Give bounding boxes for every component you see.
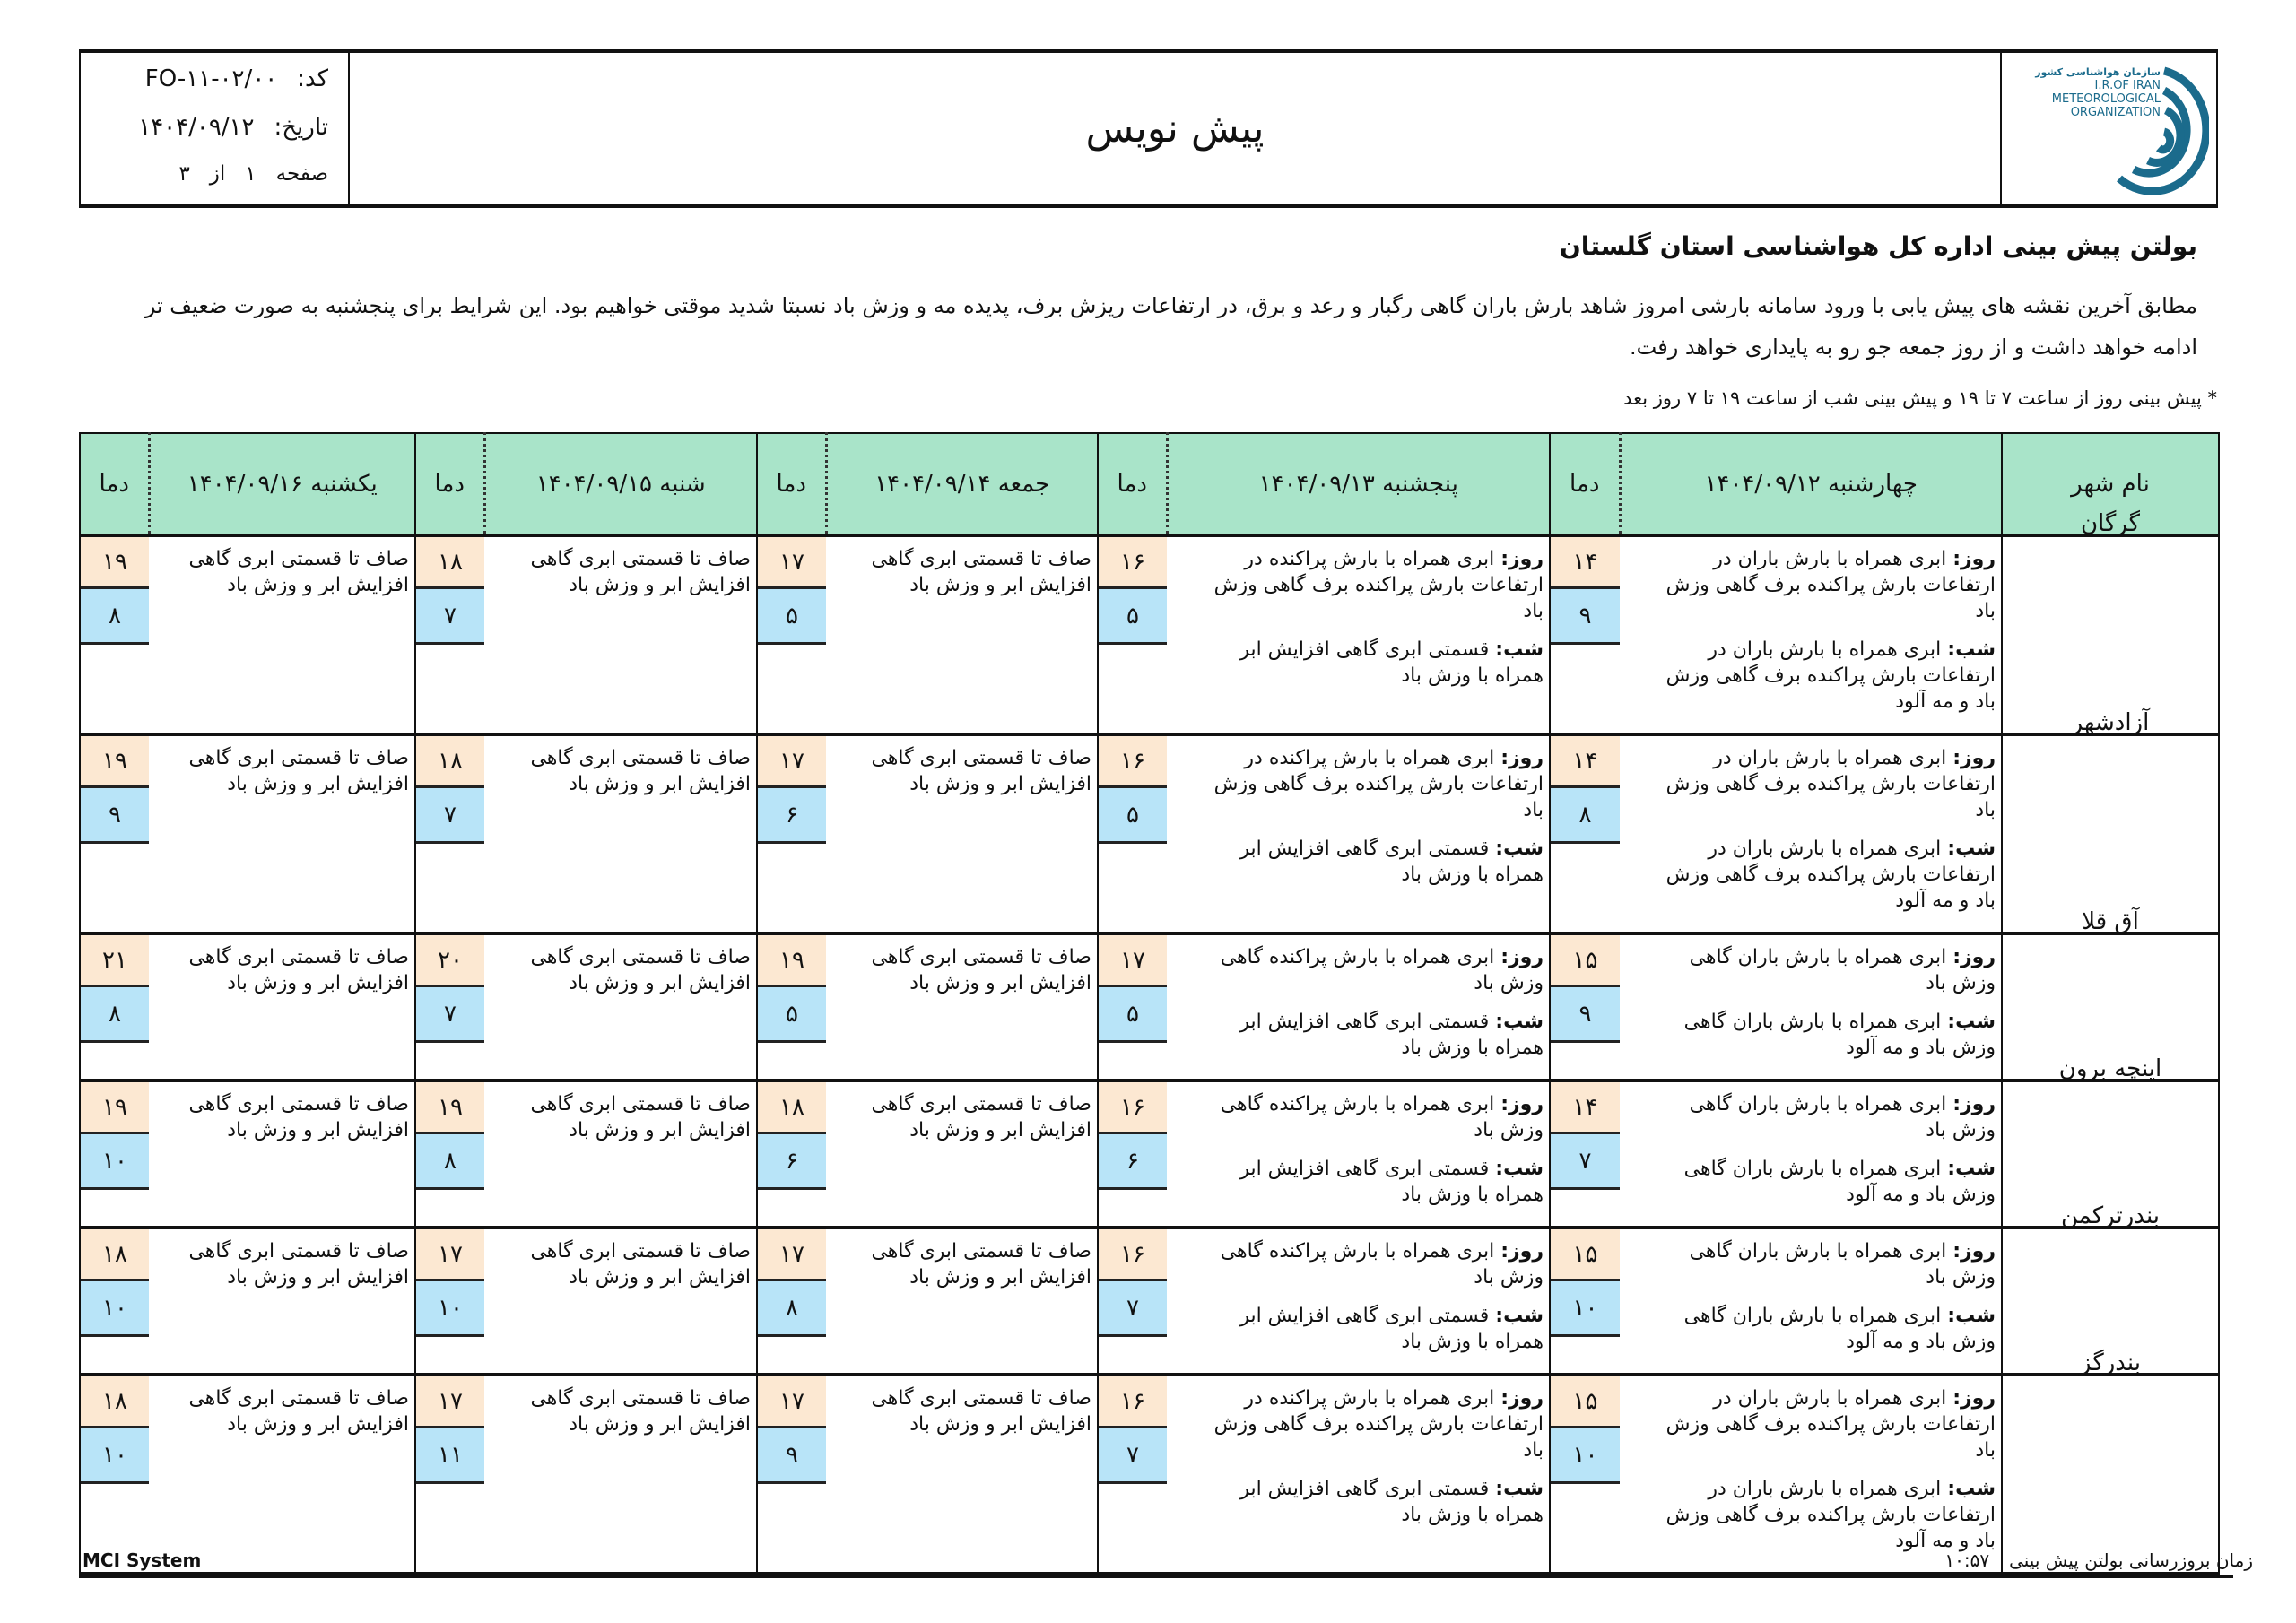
update-label: زمان بروزرسانی بولتن پیش بینی bbox=[2009, 1549, 2253, 1571]
temperature-column-header: دما bbox=[1550, 433, 1620, 535]
max-temperature: ۱۶ bbox=[1099, 736, 1167, 788]
night-forecast bbox=[1194, 836, 1544, 888]
temperature-cell bbox=[415, 1081, 484, 1228]
forecast-description-cell bbox=[1167, 1081, 1550, 1228]
day-forecast bbox=[1647, 944, 1996, 996]
page-total: ۳ bbox=[178, 162, 190, 186]
day-forecast-text: ابری همراه با بارش پراکنده در ارتفاعات بارش پراکنده برف گاهی وزش باد bbox=[1213, 548, 1544, 622]
temperature-cell bbox=[1550, 1375, 1620, 1574]
city-cell bbox=[2002, 510, 2219, 734]
min-temperature: ۱۰ bbox=[1551, 1281, 1620, 1337]
forecast-description-cell bbox=[149, 734, 415, 933]
min-temperature: ۷ bbox=[1099, 1428, 1167, 1484]
logo-text: سازمان هواشناسی کشور I.R.OF IRAN METEOROLOGICAL ORGANIZATION bbox=[2035, 66, 2161, 119]
night-label: شب: bbox=[1947, 1478, 1996, 1500]
day-column-header: پنجشنبه ۱۴۰۴/۰۹/۱۳ bbox=[1167, 433, 1550, 535]
day-forecast-text: ابری همراه با بارش پراکنده گاهی وزش باد bbox=[1220, 946, 1544, 994]
temperature-cell bbox=[757, 734, 826, 933]
min-temperature: ۱۰ bbox=[81, 1428, 149, 1484]
day-forecast-text: ابری همراه با بارش باران گاهی وزش باد bbox=[1689, 1240, 1996, 1289]
temperature-cell bbox=[80, 933, 149, 1081]
day-label: روز: bbox=[1500, 1240, 1544, 1263]
table-row bbox=[80, 734, 2219, 933]
min-temperature: ۸ bbox=[1551, 788, 1620, 844]
night-forecast-text: قسمتی ابری گاهی افزایش ابر همراه با وزش باد bbox=[1239, 1478, 1544, 1526]
day-column-header: جمعه ۱۴۰۴/۰۹/۱۴ bbox=[826, 433, 1098, 535]
max-temperature: ۱۹ bbox=[81, 736, 149, 788]
day-label: روز: bbox=[1952, 548, 1996, 570]
day-forecast-text: ابری همراه با بارش باران گاهی وزش باد bbox=[1689, 1093, 1996, 1141]
day-label: روز: bbox=[1500, 747, 1544, 769]
max-temperature: ۱۷ bbox=[758, 1229, 826, 1281]
forecast-text: صاف تا قسمتی ابری گاهی افزایش ابر و وزش باد bbox=[530, 747, 751, 795]
night-forecast-text: قسمتی ابری گاهی افزایش ابر همراه با وزش باد bbox=[1239, 1011, 1544, 1059]
min-temperature: ۸ bbox=[758, 1281, 826, 1337]
forecast-description-cell bbox=[149, 535, 415, 734]
min-temperature: ۷ bbox=[416, 788, 484, 844]
max-temperature: ۱۷ bbox=[758, 1376, 826, 1428]
temperature-cell bbox=[415, 535, 484, 734]
max-temperature: ۱۸ bbox=[81, 1376, 149, 1428]
temperature-cell bbox=[1550, 1081, 1620, 1228]
min-temperature: ۷ bbox=[1551, 1134, 1620, 1190]
bulletin-title: بولتن پیش بینی اداره کل هواشناسی استان گلستان bbox=[1559, 231, 2197, 261]
min-temperature: ۷ bbox=[1099, 1281, 1167, 1337]
max-temperature: ۱۹ bbox=[416, 1082, 484, 1134]
forecast-description-cell bbox=[1620, 1081, 2002, 1228]
max-temperature: ۱۷ bbox=[758, 537, 826, 589]
day-forecast-text: ابری همراه با بارش پراکنده گاهی وزش باد bbox=[1220, 1240, 1544, 1289]
day-label: روز: bbox=[1500, 1093, 1544, 1115]
max-temperature: ۱۸ bbox=[81, 1229, 149, 1281]
max-temperature: ۱۶ bbox=[1099, 1229, 1167, 1281]
forecast-text: صاف تا قسمتی ابری گاهی افزایش ابر و وزش باد bbox=[530, 1093, 751, 1141]
min-temperature: ۱۰ bbox=[1551, 1428, 1620, 1484]
day-forecast bbox=[1194, 745, 1544, 823]
day-forecast bbox=[1194, 546, 1544, 624]
forecast-description-cell bbox=[149, 933, 415, 1081]
forecast-description-cell bbox=[1620, 535, 2002, 734]
day-label: روز: bbox=[1500, 548, 1544, 570]
page-label: صفحه bbox=[275, 162, 328, 186]
temperature-column-header: دما bbox=[1098, 433, 1167, 535]
temperature-cell bbox=[1098, 1375, 1167, 1574]
forecast-description-cell bbox=[484, 933, 757, 1081]
temperature-cell bbox=[757, 933, 826, 1081]
max-temperature: ۱۴ bbox=[1551, 537, 1620, 589]
forecast-text: صاف تا قسمتی ابری گاهی افزایش ابر و وزش باد bbox=[188, 1093, 409, 1141]
forecast-description-cell bbox=[149, 1081, 415, 1228]
night-label: شب: bbox=[1495, 1011, 1544, 1033]
forecast-description-cell bbox=[1167, 1228, 1550, 1375]
page-row bbox=[178, 162, 328, 186]
night-label: شب: bbox=[1495, 638, 1544, 661]
day-column-header: چهارشنبه ۱۴۰۴/۰۹/۱۲ bbox=[1620, 433, 2002, 535]
temperature-column-header: دما bbox=[757, 433, 826, 535]
day-label: روز: bbox=[1500, 1387, 1544, 1410]
page-of: از bbox=[209, 162, 226, 186]
forecast-description-cell bbox=[826, 1228, 1098, 1375]
city-name: آزادشهر bbox=[2071, 709, 2150, 736]
day-forecast-text: ابری همراه با بارش باران در ارتفاعات بارش پراکنده برف گاهی وزش باد bbox=[1665, 548, 1996, 622]
forecast-description-cell bbox=[826, 535, 1098, 734]
min-temperature: ۹ bbox=[1551, 589, 1620, 645]
day-forecast-text: ابری همراه با بارش پراکنده گاهی وزش باد bbox=[1220, 1093, 1544, 1141]
night-label: شب: bbox=[1947, 1305, 1996, 1327]
forecast-description-cell bbox=[149, 1375, 415, 1574]
min-temperature: ۸ bbox=[81, 987, 149, 1043]
forecast-description-cell bbox=[1167, 1375, 1550, 1574]
forecast-description-cell bbox=[1620, 1228, 2002, 1375]
update-time-info bbox=[1944, 1549, 2253, 1571]
day-forecast-text: ابری همراه با بارش پراکنده در ارتفاعات بارش پراکنده برف گاهی وزش باد bbox=[1213, 1387, 1544, 1462]
forecast-description-cell bbox=[1620, 1375, 2002, 1574]
forecast-description-cell bbox=[484, 535, 757, 734]
forecast-text: صاف تا قسمتی ابری گاهی افزایش ابر و وزش باد bbox=[871, 1240, 1091, 1289]
max-temperature: ۲۰ bbox=[416, 935, 484, 987]
night-forecast bbox=[1194, 637, 1544, 689]
night-forecast-text: ابری همراه با بارش باران در ارتفاعات بارش پراکنده برف گاهی وزش باد و مه آلود bbox=[1665, 1478, 1996, 1552]
city-column-header: نام شهر bbox=[2002, 433, 2219, 535]
min-temperature: ۶ bbox=[758, 788, 826, 844]
date-row bbox=[138, 114, 328, 141]
min-temperature: ۷ bbox=[416, 589, 484, 645]
day-forecast-text: ابری همراه با بارش باران در ارتفاعات بارش پراکنده برف گاهی وزش باد bbox=[1665, 1387, 1996, 1462]
footer-divider bbox=[79, 1575, 2233, 1578]
page-current: ۱ bbox=[245, 162, 257, 186]
date-label: تاریخ: bbox=[274, 114, 328, 141]
night-forecast-text: ابری همراه با بارش باران در ارتفاعات بارش پراکنده برف گاهی وزش باد و مه آلود bbox=[1665, 638, 1996, 713]
min-temperature: ۵ bbox=[758, 987, 826, 1043]
temperature-cell bbox=[757, 1375, 826, 1574]
min-temperature: ۶ bbox=[1099, 1134, 1167, 1190]
forecast-description-cell bbox=[1167, 933, 1550, 1081]
day-label: روز: bbox=[1952, 1093, 1996, 1115]
bulletin-summary: مطابق آخرین نقشه های پیش یابی با ورود سامانه بارشی امروز شاهد بارش باران گاهی رگبار و رعد و برق، در ارتفاعات ریزش برف، پدیده مه و وزش باد نسبتا شدید موقتی خواهیم بود. این شرایط برای پنجشنبه به صورت ضعیف تر ادامه خواهد داشت و از روز جمعه جو رو به پایداری خواهد رفت. bbox=[144, 293, 2197, 360]
city-cell bbox=[2002, 709, 2219, 933]
night-forecast-text: قسمتی ابری گاهی افزایش ابر همراه با وزش باد bbox=[1239, 838, 1544, 886]
night-label: شب: bbox=[1495, 1158, 1544, 1180]
forecast-description-cell bbox=[1620, 734, 2002, 933]
update-time: ۱۰:۵۷ bbox=[1944, 1549, 1990, 1571]
min-temperature: ۱۰ bbox=[416, 1281, 484, 1337]
forecast-description-cell bbox=[1167, 535, 1550, 734]
document-info bbox=[81, 53, 350, 204]
max-temperature: ۱۴ bbox=[1551, 1082, 1620, 1134]
night-label: شب: bbox=[1947, 638, 1996, 661]
day-label: روز: bbox=[1952, 747, 1996, 769]
code-row bbox=[145, 65, 328, 92]
document-header bbox=[79, 49, 2218, 208]
temperature-cell bbox=[1098, 1228, 1167, 1375]
max-temperature: ۱۹ bbox=[758, 935, 826, 987]
night-forecast bbox=[1647, 1009, 1996, 1061]
night-forecast bbox=[1194, 1156, 1544, 1208]
table-header-row bbox=[80, 433, 2219, 535]
night-label: شب: bbox=[1495, 1305, 1544, 1327]
temperature-cell bbox=[1550, 535, 1620, 734]
temperature-column-header: دما bbox=[415, 433, 484, 535]
max-temperature: ۱۴ bbox=[1551, 736, 1620, 788]
city-cell bbox=[2002, 1350, 2219, 1574]
night-forecast-text: ابری همراه با بارش باران گاهی وزش باد و مه آلود bbox=[1683, 1158, 1996, 1206]
min-temperature: ۵ bbox=[1099, 987, 1167, 1043]
night-forecast bbox=[1647, 1303, 1996, 1355]
night-forecast-text: ابری همراه با بارش باران در ارتفاعات بارش پراکنده برف گاهی وزش باد و مه آلود bbox=[1665, 838, 1996, 912]
table-row bbox=[80, 1375, 2219, 1574]
day-forecast-text: ابری همراه با بارش باران گاهی وزش باد bbox=[1689, 946, 1996, 994]
night-forecast-text: قسمتی ابری گاهی افزایش ابر همراه با وزش باد bbox=[1239, 1158, 1544, 1206]
city-name: بندرترکمن bbox=[2060, 1202, 2161, 1229]
forecast-text: صاف تا قسمتی ابری گاهی افزایش ابر و وزش باد bbox=[871, 548, 1091, 596]
night-forecast bbox=[1647, 637, 1996, 715]
forecast-text: صاف تا قسمتی ابری گاهی افزایش ابر و وزش باد bbox=[188, 548, 409, 596]
day-label: روز: bbox=[1952, 1240, 1996, 1263]
day-forecast bbox=[1194, 944, 1544, 996]
temperature-cell bbox=[757, 1081, 826, 1228]
temperature-cell bbox=[415, 1228, 484, 1375]
min-temperature: ۹ bbox=[758, 1428, 826, 1484]
max-temperature: ۱۷ bbox=[758, 736, 826, 788]
forecast-text: صاف تا قسمتی ابری گاهی افزایش ابر و وزش باد bbox=[530, 1387, 751, 1436]
temperature-cell bbox=[415, 1375, 484, 1574]
temperature-cell bbox=[1550, 1228, 1620, 1375]
temperature-cell bbox=[80, 1081, 149, 1228]
temperature-cell bbox=[1098, 933, 1167, 1081]
night-forecast-text: ابری همراه با بارش باران گاهی وزش باد و مه آلود bbox=[1683, 1011, 1996, 1059]
table-row bbox=[80, 1081, 2219, 1228]
night-forecast bbox=[1647, 836, 1996, 914]
forecast-description-cell bbox=[484, 1375, 757, 1574]
forecast-description-cell bbox=[1620, 933, 2002, 1081]
day-forecast bbox=[1647, 1238, 1996, 1290]
max-temperature: ۱۵ bbox=[1551, 1229, 1620, 1281]
night-forecast-text: قسمتی ابری گاهی افزایش ابر همراه با وزش باد bbox=[1239, 638, 1544, 687]
temperature-cell bbox=[757, 535, 826, 734]
min-temperature: ۵ bbox=[758, 589, 826, 645]
max-temperature: ۱۷ bbox=[416, 1229, 484, 1281]
night-forecast bbox=[1647, 1156, 1996, 1208]
table-row bbox=[80, 1228, 2219, 1375]
max-temperature: ۱۶ bbox=[1099, 1082, 1167, 1134]
code-value: FO-۱۱-۰۲/۰۰ bbox=[144, 65, 278, 92]
max-temperature: ۱۷ bbox=[1099, 935, 1167, 987]
system-name: MCI System bbox=[83, 1549, 202, 1571]
min-temperature: ۶ bbox=[758, 1134, 826, 1190]
spiral-logo-icon bbox=[2101, 62, 2209, 196]
max-temperature: ۱۵ bbox=[1551, 1376, 1620, 1428]
day-forecast-text: ابری همراه با بارش پراکنده در ارتفاعات بارش پراکنده برف گاهی وزش باد bbox=[1213, 747, 1544, 821]
forecast-description-cell bbox=[484, 1228, 757, 1375]
min-temperature: ۹ bbox=[81, 788, 149, 844]
temperature-cell bbox=[80, 734, 149, 933]
city-name: بندرگز bbox=[2079, 1350, 2141, 1376]
forecast-description-cell bbox=[826, 734, 1098, 933]
day-forecast bbox=[1194, 1091, 1544, 1143]
forecast-description-cell bbox=[484, 734, 757, 933]
forecast-text: صاف تا قسمتی ابری گاهی افزایش ابر و وزش باد bbox=[871, 747, 1091, 795]
temperature-cell bbox=[1550, 734, 1620, 933]
day-column-header: شنبه ۱۴۰۴/۰۹/۱۵ bbox=[484, 433, 757, 535]
night-label: شب: bbox=[1947, 1158, 1996, 1180]
min-temperature: ۷ bbox=[416, 987, 484, 1043]
temperature-cell bbox=[1098, 535, 1167, 734]
night-forecast-text: ابری همراه با بارش باران گاهی وزش باد و مه آلود bbox=[1683, 1305, 1996, 1353]
day-forecast bbox=[1647, 546, 1996, 624]
min-temperature: ۹ bbox=[1551, 987, 1620, 1043]
forecast-description-cell bbox=[484, 1081, 757, 1228]
day-column-header: یکشنبه ۱۴۰۴/۰۹/۱۶ bbox=[149, 433, 415, 535]
forecast-description-cell bbox=[149, 1228, 415, 1375]
min-temperature: ۱۱ bbox=[416, 1428, 484, 1484]
meteorological-organization-logo bbox=[2000, 53, 2216, 204]
date-value: ۱۴۰۴/۰۹/۱۲ bbox=[138, 114, 255, 141]
forecast-text: صاف تا قسمتی ابری گاهی افزایش ابر و وزش باد bbox=[871, 1093, 1091, 1141]
max-temperature: ۱۷ bbox=[416, 1376, 484, 1428]
temperature-cell bbox=[1550, 933, 1620, 1081]
night-label: شب: bbox=[1947, 838, 1996, 860]
city-name: آق قلا bbox=[2082, 908, 2139, 935]
min-temperature: ۵ bbox=[1099, 589, 1167, 645]
max-temperature: ۱۹ bbox=[81, 1082, 149, 1134]
max-temperature: ۱۶ bbox=[1099, 537, 1167, 589]
day-forecast bbox=[1647, 1385, 1996, 1463]
day-forecast bbox=[1194, 1385, 1544, 1463]
night-forecast-text: قسمتی ابری گاهی افزایش ابر همراه با وزش باد bbox=[1239, 1305, 1544, 1353]
max-temperature: ۲۱ bbox=[81, 935, 149, 987]
forecast-text: صاف تا قسمتی ابری گاهی افزایش ابر و وزش باد bbox=[871, 1387, 1091, 1436]
day-forecast bbox=[1647, 745, 1996, 823]
max-temperature: ۱۶ bbox=[1099, 1376, 1167, 1428]
temperature-cell bbox=[80, 1228, 149, 1375]
forecast-description-cell bbox=[1167, 734, 1550, 933]
day-label: روز: bbox=[1952, 946, 1996, 968]
forecast-description-cell bbox=[826, 1081, 1098, 1228]
code-label: کد: bbox=[297, 65, 328, 92]
forecast-text: صاف تا قسمتی ابری گاهی افزایش ابر و وزش باد bbox=[530, 1240, 751, 1289]
max-temperature: ۱۵ bbox=[1551, 935, 1620, 987]
max-temperature: ۱۹ bbox=[81, 537, 149, 589]
temperature-cell bbox=[80, 1375, 149, 1574]
max-temperature: ۱۸ bbox=[416, 736, 484, 788]
temperature-cell bbox=[1098, 1081, 1167, 1228]
night-forecast bbox=[1194, 1303, 1544, 1355]
forecast-text: صاف تا قسمتی ابری گاهی افزایش ابر و وزش باد bbox=[188, 1240, 409, 1289]
city-name: گرگان bbox=[2080, 510, 2141, 537]
max-temperature: ۱۸ bbox=[416, 537, 484, 589]
min-temperature: ۸ bbox=[81, 589, 149, 645]
day-forecast bbox=[1194, 1238, 1544, 1290]
forecast-table bbox=[79, 432, 2220, 1575]
min-temperature: ۸ bbox=[416, 1134, 484, 1190]
table-row bbox=[80, 535, 2219, 734]
day-forecast-text: ابری همراه با بارش باران در ارتفاعات بارش پراکنده برف گاهی وزش باد bbox=[1665, 747, 1996, 821]
forecast-description-cell bbox=[826, 1375, 1098, 1574]
table-row bbox=[80, 933, 2219, 1081]
day-label: روز: bbox=[1500, 946, 1544, 968]
night-forecast bbox=[1647, 1476, 1996, 1554]
day-label: روز: bbox=[1952, 1387, 1996, 1410]
night-label: شب: bbox=[1495, 1478, 1544, 1500]
temperature-cell bbox=[415, 933, 484, 1081]
forecast-time-note: * پیش بینی روز از ساعت ۷ تا ۱۹ و پیش بینی شب از ساعت ۱۹ تا ۷ روز بعد bbox=[1623, 387, 2217, 409]
night-forecast bbox=[1194, 1476, 1544, 1528]
city-name: اینچه برون bbox=[2058, 1055, 2162, 1082]
forecast-text: صاف تا قسمتی ابری گاهی افزایش ابر و وزش باد bbox=[188, 747, 409, 795]
temperature-cell bbox=[415, 734, 484, 933]
max-temperature: ۱۸ bbox=[758, 1082, 826, 1134]
night-label: شب: bbox=[1947, 1011, 1996, 1033]
forecast-text: صاف تا قسمتی ابری گاهی افزایش ابر و وزش باد bbox=[871, 946, 1091, 994]
day-forecast bbox=[1647, 1091, 1996, 1143]
night-label: شب: bbox=[1495, 838, 1544, 860]
min-temperature: ۱۰ bbox=[81, 1134, 149, 1190]
night-forecast bbox=[1194, 1009, 1544, 1061]
forecast-text: صاف تا قسمتی ابری گاهی افزایش ابر و وزش باد bbox=[188, 1387, 409, 1436]
temperature-column-header: دما bbox=[80, 433, 149, 535]
temperature-cell bbox=[80, 535, 149, 734]
forecast-text: صاف تا قسمتی ابری گاهی افزایش ابر و وزش باد bbox=[188, 946, 409, 994]
forecast-text: صاف تا قسمتی ابری گاهی افزایش ابر و وزش باد bbox=[530, 548, 751, 596]
min-temperature: ۱۰ bbox=[81, 1281, 149, 1337]
temperature-cell bbox=[1098, 734, 1167, 933]
page-title: پیش نویس bbox=[1085, 106, 1265, 152]
min-temperature: ۵ bbox=[1099, 788, 1167, 844]
forecast-text: صاف تا قسمتی ابری گاهی افزایش ابر و وزش باد bbox=[530, 946, 751, 994]
temperature-cell bbox=[757, 1228, 826, 1375]
forecast-description-cell bbox=[826, 933, 1098, 1081]
